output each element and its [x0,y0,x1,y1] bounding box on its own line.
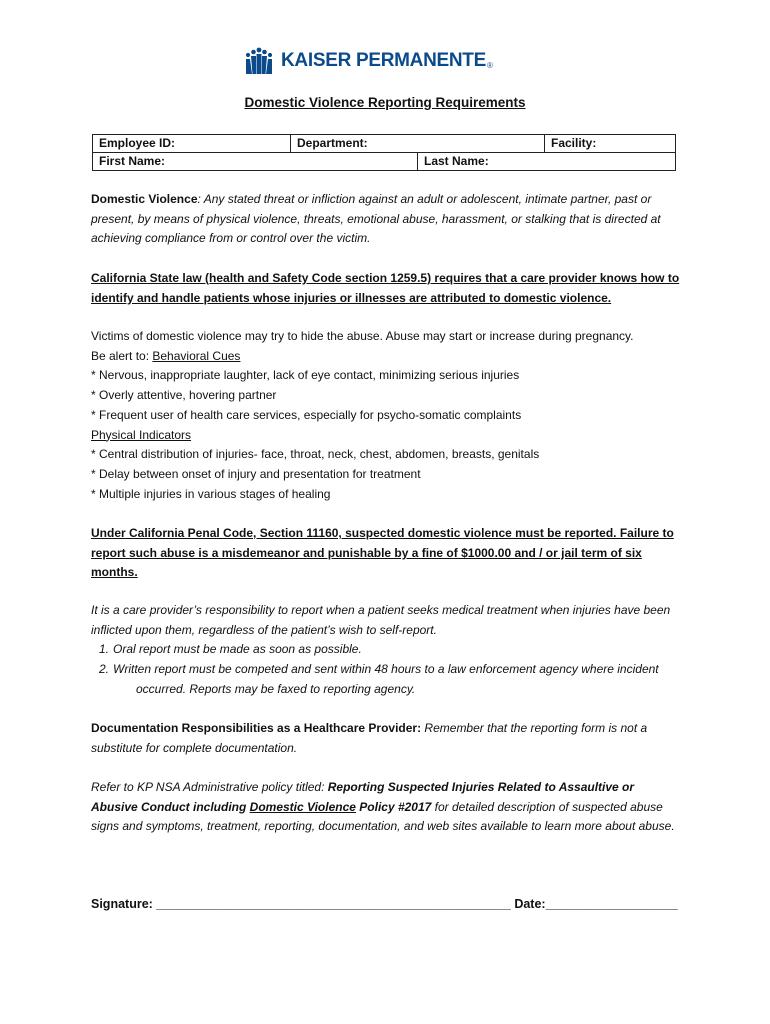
responsibility-intro: It is a care provider’s responsibility to report when a patient seeks medical treatment when injuries have been inflicted upon them, regardless of the patient’s wish to self-report. [91,603,671,637]
be-alert-line [91,347,681,367]
first-name-field[interactable]: First Name: [93,153,418,171]
employee-id-field[interactable]: Employee ID: [93,135,291,153]
responsibility-section [91,601,681,700]
signature-label: Signature: [91,897,153,911]
behavioral-item: * Overly attentive, hovering partner [91,388,277,403]
registered-mark: ® [486,60,493,70]
physical-indicators-heading: Physical Indicators [91,427,192,442]
signature-field[interactable]: ___________________________________________________ [152,897,511,911]
documentation-text: Remember that the reporting form is not a substitute for complete documentation. [91,721,648,755]
documentation-label: Documentation Responsibilities as a Healthcare Provider: [91,721,422,735]
list-item: 2. Written report must be competed and sent within 48 hours to a law enforcement agency where incident [99,662,659,677]
date-field[interactable]: ___________________ [545,897,678,911]
policy-reference-paragraph: Refer to KP NSA Administrative policy titled: Reporting Suspected Injuries Related to Assaultive or Abusive Conduct including Domestic Violence Policy #2017 for detailed description of suspected abuse signs and symptoms, treatment, reporting, documentation, and web sites available to learn more about abuse. [91,780,675,834]
documentation-paragraph [91,719,681,758]
date-label: Date: [510,897,546,911]
penal-code-paragraph: Under California Penal Code, Section 11160, suspected domestic violence must be reported. Failure to report such abuse is a misdemeanor and punishable by a fine of $1000.00 and / or jail term of six months. [91,526,674,580]
california-law-paragraph: California State law (health and Safety Code section 1259.5) requires that a care provider knows how to identify and handle patients whose injuries or illnesses are attributed to domestic violence. [91,271,680,305]
policy-title-underlined: Domestic Violence [249,799,356,814]
last-name-field[interactable]: Last Name: [418,153,676,171]
signature-row [91,897,691,911]
department-field[interactable]: Department: [291,135,545,153]
definition-term: Domestic Violence [91,192,198,206]
list-item-continuation: occurred. Reports may be faxed to reporting agency. [136,681,416,696]
behavioral-cues-heading: Behavioral Cues [152,348,241,363]
physical-item: * Central distribution of injuries- face, throat, neck, chest, abdomen, breasts, genitals [91,447,540,462]
definition-paragraph [91,190,681,249]
facility-field[interactable]: Facility: [545,135,676,153]
responsibility-list [91,640,681,679]
page-title: Domestic Violence Reporting Requirements [244,95,526,110]
signs-section [91,327,681,504]
list-item: 1. Oral report must be made as soon as possible. [99,642,362,657]
people-icon [244,46,274,76]
behavioral-item: * Frequent user of health care services, especially for psycho-somatic complaints [91,407,522,422]
kaiser-logo [244,44,494,78]
logo-text: KAISER PERMANENTE [281,50,486,71]
behavioral-item: * Nervous, inappropriate laughter, lack of eye contact, minimizing serious injuries [91,368,520,383]
physical-item: * Delay between onset of injury and presentation for treatment [91,466,421,481]
definition-text: : Any stated threat or infliction against an adult or adolescent, intimate partner, past or present, by means of physical violence, threats, emotional abuse, harassment, or stalking that is directed at achieving compliance from or control over the victim. [91,192,661,246]
signs-intro: Victims of domestic violence may try to hide the abuse. Abuse may start or increase during pregnancy. [91,329,634,343]
be-alert-label: Be alert to: [91,348,153,363]
policy-title: Reporting Suspected Injuries Related to Assaultive or Abusive Conduct including [91,780,635,814]
physical-item: * Multiple injuries in various stages of healing [91,486,331,501]
employee-info-table [92,134,676,171]
